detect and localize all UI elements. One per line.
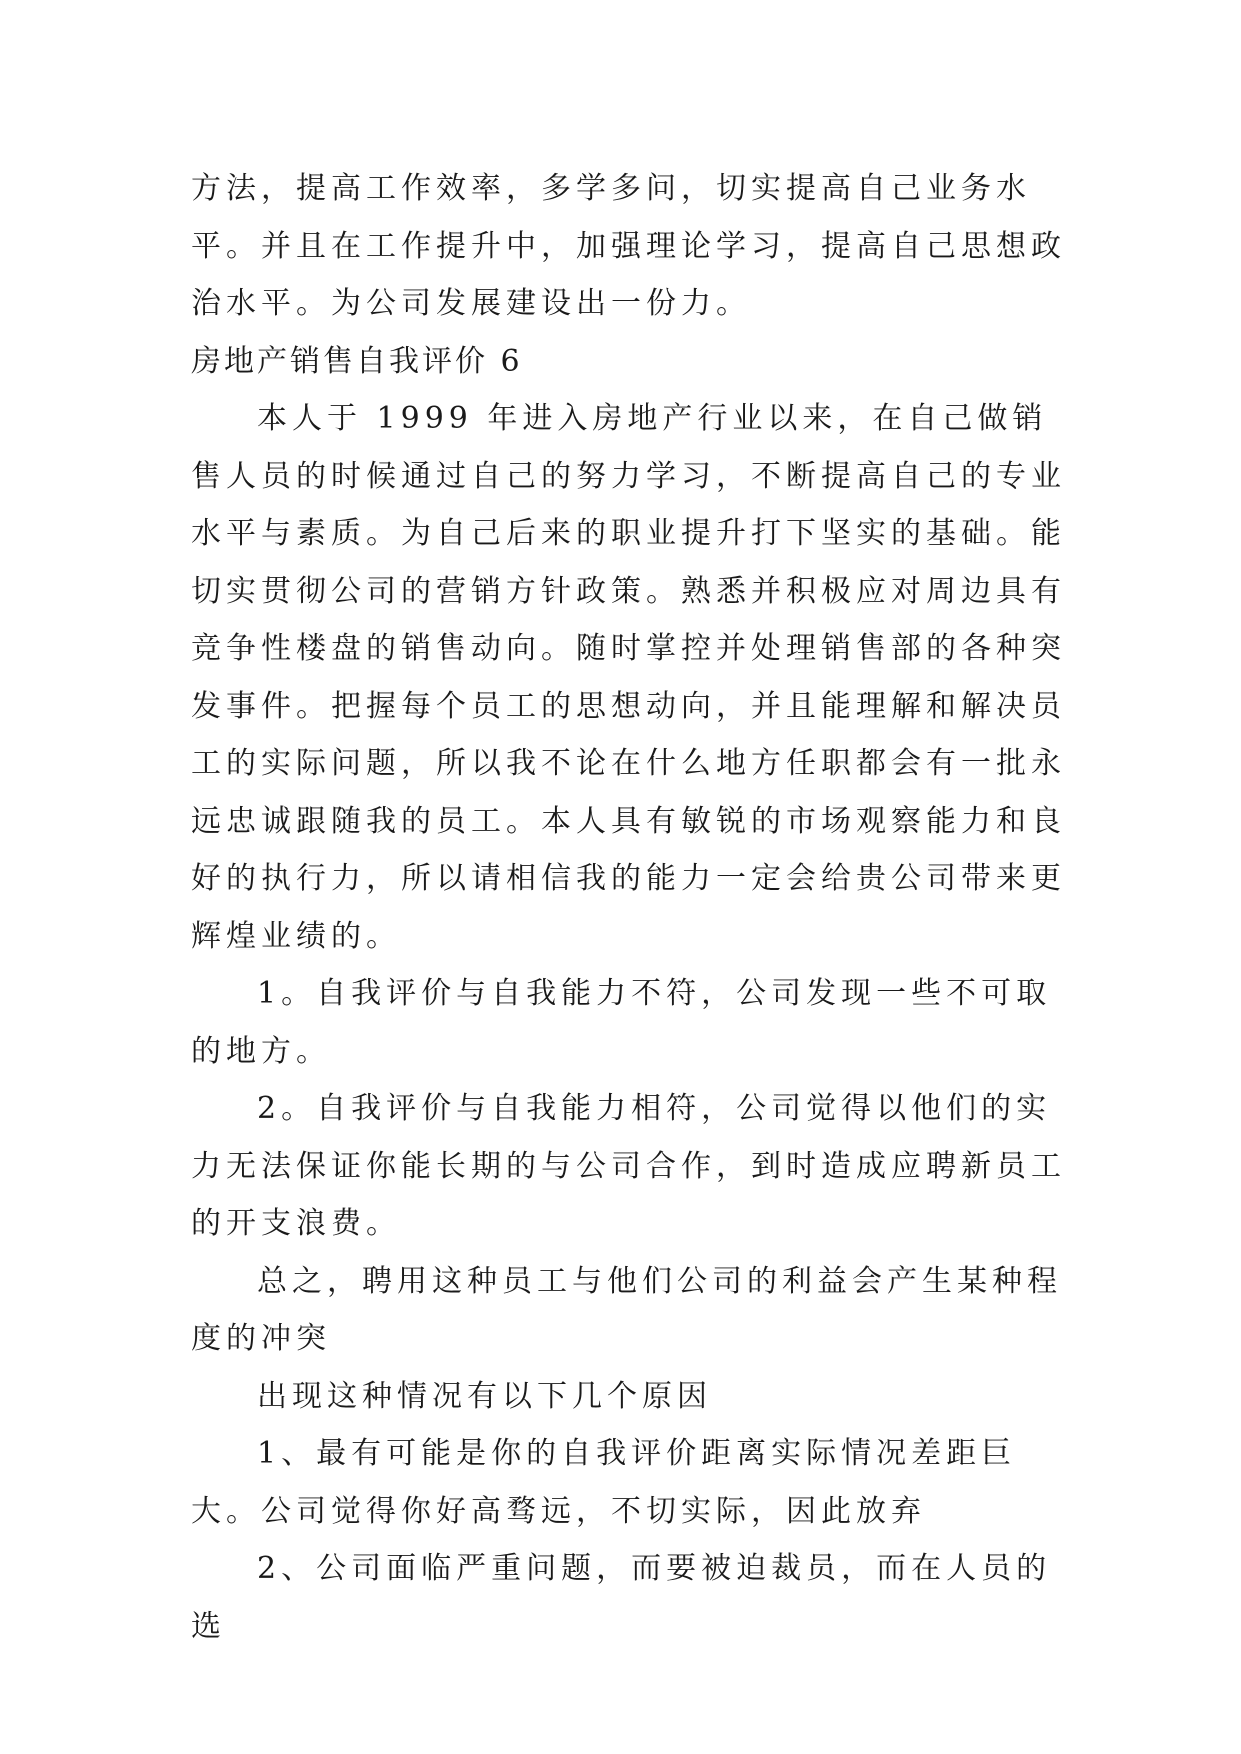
paragraph-reason-2: 2、公司面临严重问题，而要被迫裁员，而在人员的选: [191, 1551, 1052, 1644]
paragraph-point-2: 2。自我评价与自我能力相符，公司觉得以他们的实力无法保证你能长期的与公司合作，到时造成应聘新员工的开支浪费。: [191, 1091, 1066, 1241]
paragraph-reasons-intro: 出现这种情况有以下几个原因: [257, 1378, 712, 1414]
paragraph-reason-1: 1、最有可能是你的自我评价距离实际情况差距巨大。公司觉得你好高骛远，不切实际，因此放弃: [191, 1436, 1017, 1529]
paragraph-point-1: 1。自我评价与自我能力不符，公司发现一些不可取的地方。: [191, 976, 1052, 1069]
document-body: [191, 160, 1081, 1655]
paragraph-summary: 总之，聘用这种员工与他们公司的利益会产生某种程度的冲突: [191, 1263, 1062, 1356]
paragraph-continuation: 方法，提高工作效率，多学多问，切实提高自己业务水平。并且在工作提升中，加强理论学习，提高自己思想政治水平。为公司发展建设出一份力。: [191, 171, 1066, 321]
paragraph-self-evaluation: 本人于 1999 年进入房地产行业以来，在自己做销售人员的时候通过自己的努力学习，不断提高自己的专业水平与素质。为自己后来的职业提升打下坚实的基础。能切实贯彻公司的营销方针政策。熟悉并积极应对周边具有竞争性楼盘的销售动向。随时掌控并处理销售部的各种突发事件。把握每个员工的思想动向，并且能理解和解决员工的实际问题，所以我不论在什么地方任职都会有一批永远忠诚跟随我的员工。本人具有敏锐的市场观察能力和良好的执行力，所以请相信我的能力一定会给贵公司带来更辉煌业绩的。: [191, 401, 1066, 954]
section-heading: 房地产销售自我评价 6: [191, 343, 523, 379]
